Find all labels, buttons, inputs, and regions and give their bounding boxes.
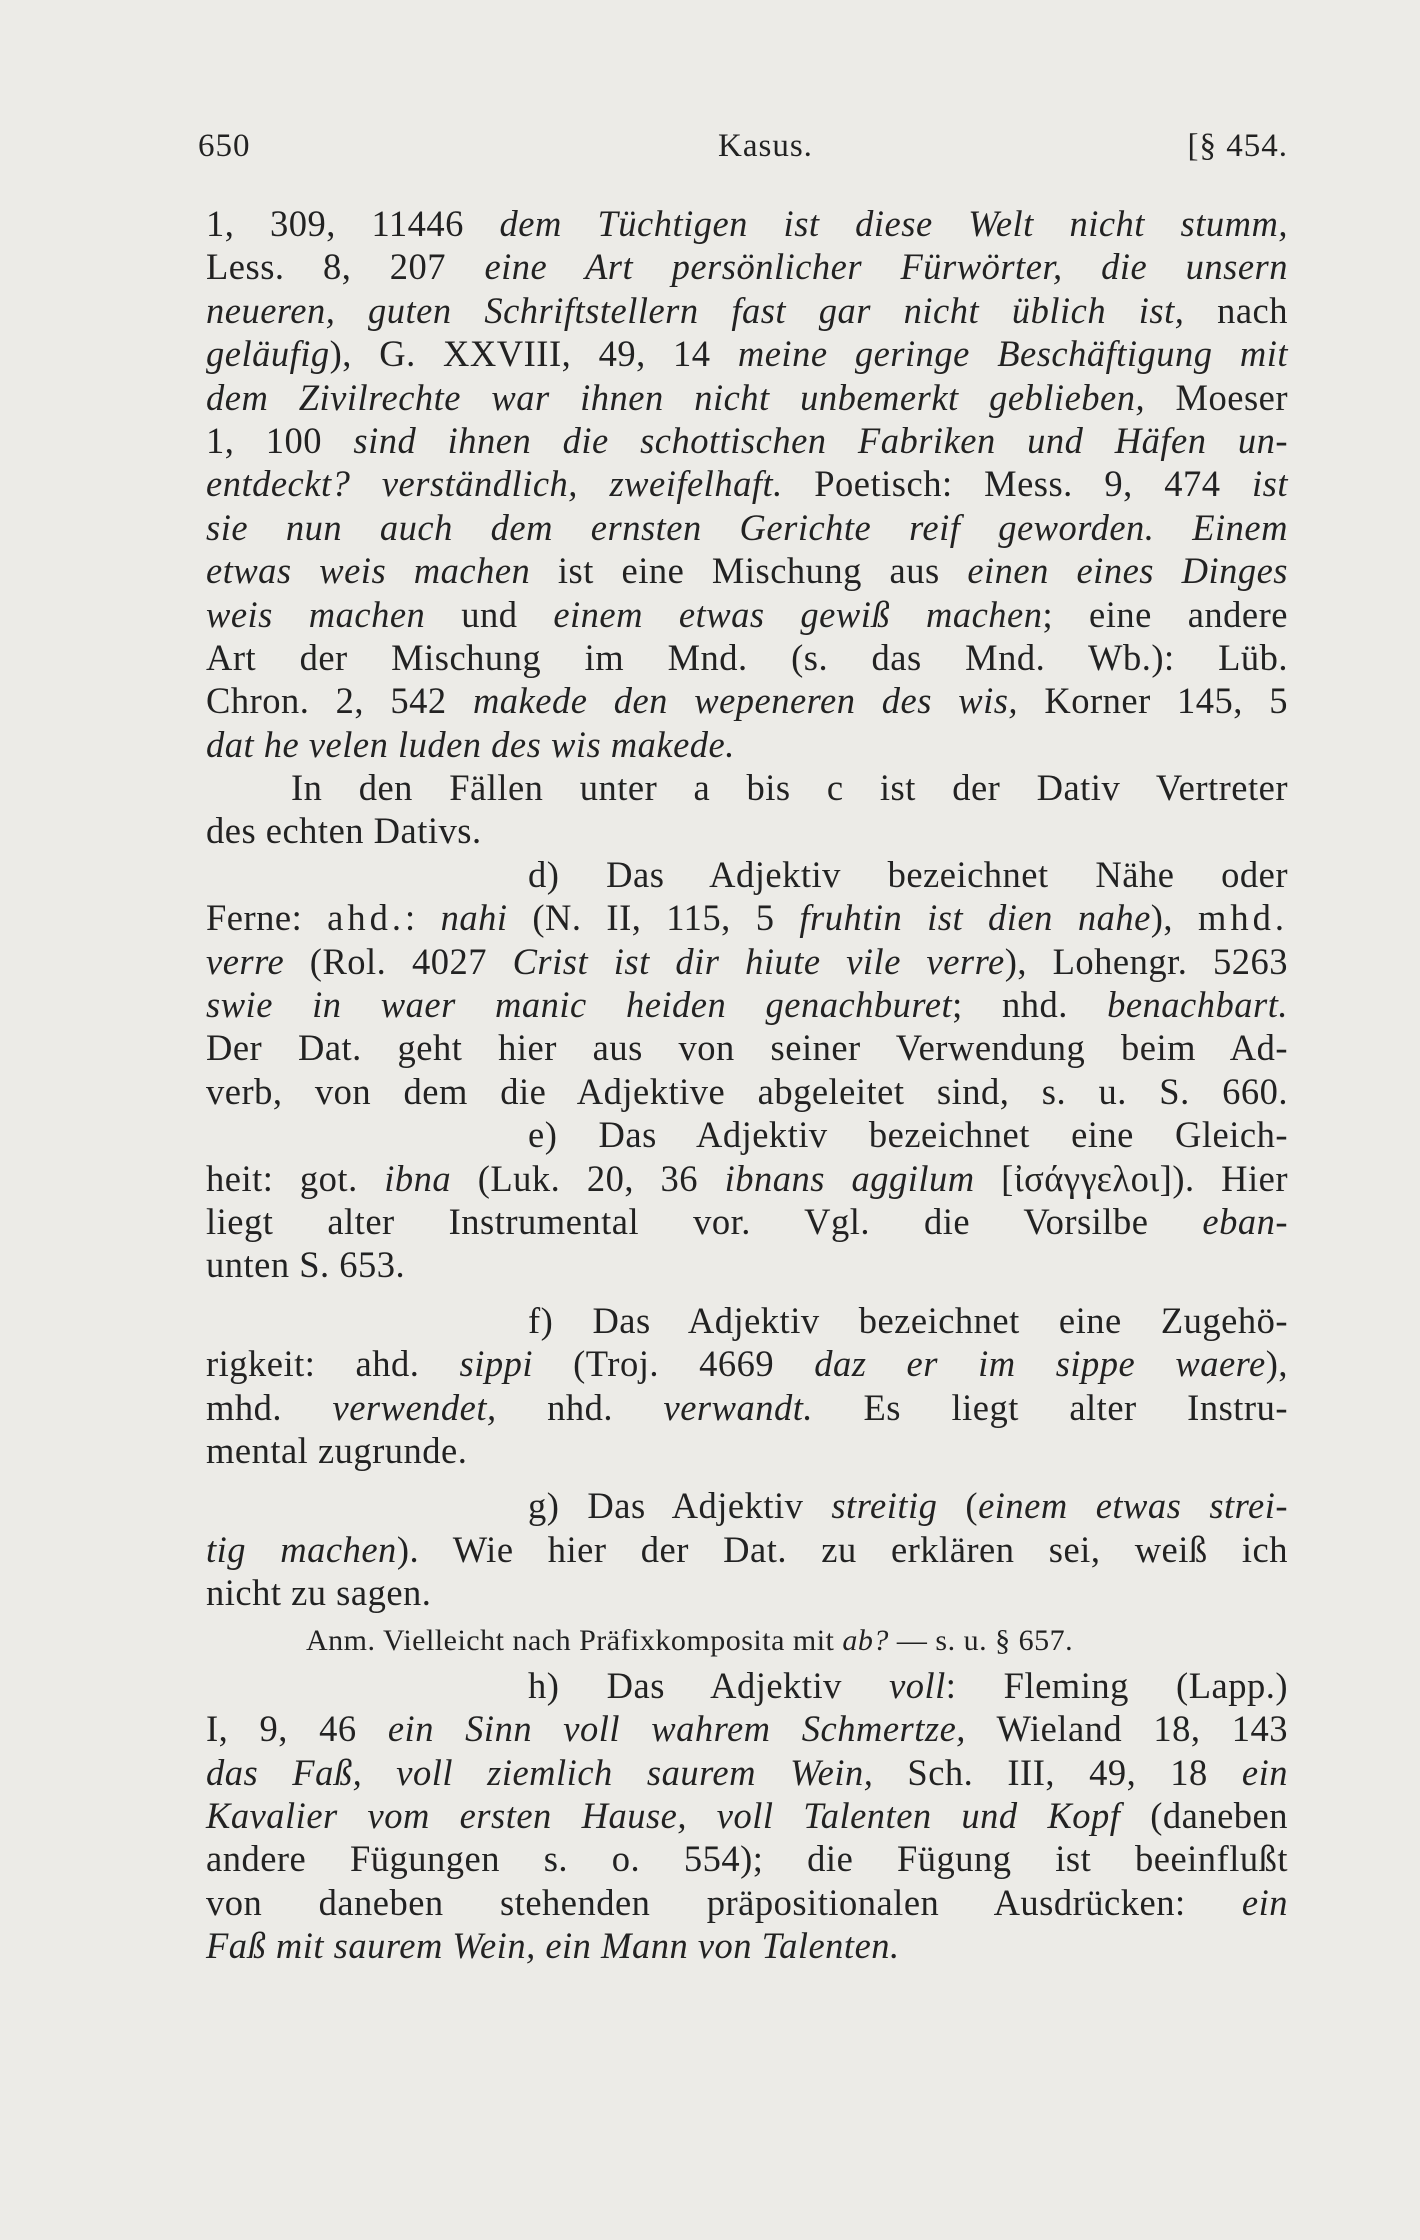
text-line: Less. 8, 207 eine Art persönlicher Fürwörter, die unsern bbox=[206, 246, 1288, 288]
text-line: unten S. 653. bbox=[206, 1244, 406, 1286]
text-line: g) Das Adjektiv streitig (einem etwas strei- bbox=[528, 1485, 1289, 1527]
section-reference: [§ 454. bbox=[1187, 128, 1288, 164]
text-line: verre (Rol. 4027 Crist ist dir hiute vile verre), Lohengr. 5263 bbox=[206, 940, 1288, 982]
text-line: 1, 309, 11446 dem Tüchtigen ist diese Welt nicht stumm, bbox=[206, 203, 1288, 244]
text-line: 1, 100 sind ihnen die schottischen Fabriken und Häfen un- bbox=[206, 419, 1288, 461]
text-line: h) Das Adjektiv voll: Fleming (Lapp.) bbox=[528, 1664, 1288, 1706]
note-line: Anm. Vielleicht nach Präfixkomposita mit ab? — s. u. § 657. bbox=[306, 1623, 1074, 1657]
text-line: mental zugrunde. bbox=[206, 1429, 468, 1471]
text-line: heit: got. ibna (Luk. 20, 36 ibnans aggilum [ἰσάγγελοι]). Hier bbox=[206, 1157, 1289, 1199]
text-line: verb, von dem die Adjektive abgeleitet sind, s. u. S. 660. bbox=[206, 1070, 1288, 1112]
text-line: Chron. 2, 542 makede den wepeneren des wis, Korner 145, 5 bbox=[206, 680, 1288, 722]
text-line: Art der Mischung im Mnd. (s. das Mnd. Wb.): Lüb. bbox=[206, 636, 1288, 678]
text-line: Der Dat. geht hier aus von seiner Verwendung beim Ad- bbox=[206, 1027, 1288, 1069]
text-line: Faß mit saurem Wein, ein Mann von Talenten. bbox=[206, 1925, 900, 1967]
text-line: das Faß, voll ziemlich saurem Wein, Sch. III, 49, 18 ein bbox=[206, 1751, 1288, 1793]
text-line: Kavalier vom ersten Hause, voll Talenten und Kopf (daneben bbox=[206, 1795, 1288, 1837]
text-line: f) Das Adjektiv bezeichnet eine Zugehö- bbox=[528, 1299, 1288, 1341]
text-line: rigkeit: ahd. sippi (Troj. 4669 daz er im sippe waere), bbox=[206, 1343, 1288, 1385]
body-text bbox=[206, 202, 1288, 1968]
text-line: I, 9, 46 ein Sinn voll wahrem Schmertze, Wieland 18, 143 bbox=[206, 1708, 1288, 1750]
text-line: von daneben stehenden präpositionalen Ausdrücken: ein bbox=[206, 1881, 1288, 1923]
text-line: andere Fügungen s. o. 554); die Fügung ist beeinflußt bbox=[206, 1838, 1288, 1880]
text-line: weis machen und einem etwas gewiß machen; eine andere bbox=[206, 593, 1288, 635]
text-line: dat he velen luden des wis makede. bbox=[206, 723, 735, 765]
text-line: liegt alter Instrumental vor. Vgl. die Vorsilbe eban- bbox=[206, 1200, 1288, 1242]
text-line: entdeckt? verständlich, zweifelhaft. Poetisch: Mess. 9, 474 ist bbox=[206, 463, 1288, 505]
page-number: 650 bbox=[198, 128, 251, 164]
text-line: e) Das Adjektiv bezeichnet eine Gleich- bbox=[528, 1114, 1288, 1156]
text-line: etwas weis machen ist eine Mischung aus einen eines Dinges bbox=[206, 550, 1288, 592]
text-line: dem Zivilrechte war ihnen nicht unbemerkt geblieben, Moeser bbox=[206, 376, 1289, 418]
running-title: Kasus. bbox=[718, 128, 813, 164]
text-line: des echten Dativs. bbox=[206, 810, 482, 852]
text-line: In den Fällen unter a bis c ist der Dativ Vertreter bbox=[291, 767, 1288, 809]
text-line: mhd. verwendet, nhd. verwandt. Es liegt alter Instru- bbox=[206, 1386, 1288, 1428]
text-line: sie nun auch dem ernsten Gerichte reif geworden. Einem bbox=[206, 506, 1288, 548]
text-line: tig machen). Wie hier der Dat. zu erklären sei, weiß ich bbox=[206, 1528, 1289, 1570]
text-line: d) Das Adjektiv bezeichnet Nähe oder bbox=[528, 853, 1288, 895]
text-line: neueren, guten Schriftstellern fast gar nicht üblich ist, nach bbox=[206, 289, 1288, 331]
text-line: nicht zu sagen. bbox=[206, 1572, 432, 1614]
text-line: Ferne: ahd.: nahi (N. II, 115, 5 fruhtin ist dien nahe), mhd. bbox=[206, 897, 1288, 939]
text-line: geläufig), G. XXVIII, 49, 14 meine geringe Beschäftigung mit bbox=[206, 333, 1288, 375]
text-line: swie in waer manic heiden genachburet; nhd. benachbart. bbox=[206, 984, 1288, 1026]
page-header bbox=[198, 128, 1288, 176]
